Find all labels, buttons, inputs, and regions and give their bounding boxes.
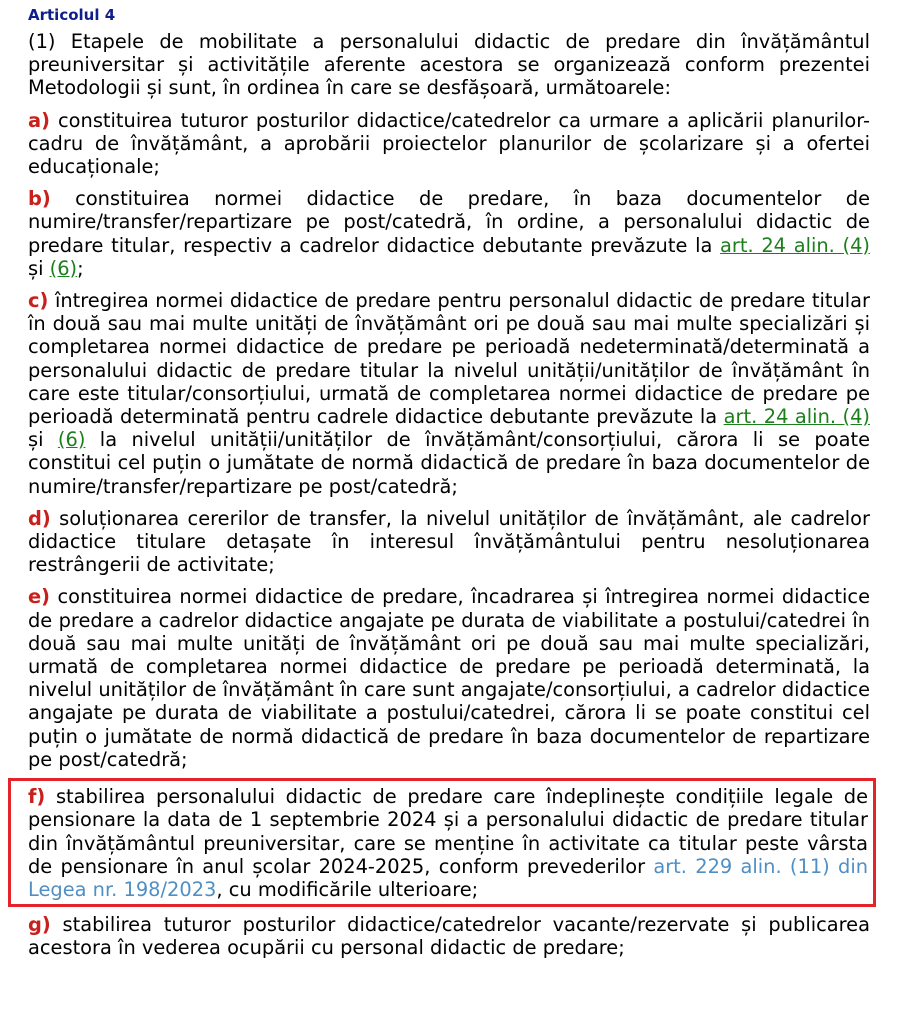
item-label: a) (28, 108, 50, 132)
item-text: și (28, 256, 50, 280)
article-title: Articolul 4 (28, 6, 116, 24)
document (28, 6, 870, 969)
item-text: ; (77, 256, 84, 280)
item-text: stabilirea tuturor posturilor didactice/catedrelor vacante/rezervate și publicarea acestora în vederea ocupării cu personal didactic de predare; (28, 913, 870, 960)
item-label: e) (28, 585, 51, 609)
list-item-d (28, 507, 870, 577)
list-item-e (28, 585, 870, 771)
item-label: b) (28, 187, 51, 211)
list-item-c (28, 289, 870, 498)
law-reference-link[interactable]: art. 24 alin. (4) (720, 233, 870, 257)
item-label: f) (28, 785, 46, 809)
item-text: constituirea tuturor posturilor didactice/catedrelor ca urmare a aplicării planurilor-cadru de învățământ, a aprobării proiectelor planurilor de școlarizare și a ofertei educaționale; (28, 108, 870, 179)
item-text: constituirea normei didactice de predare, încadrarea și întregirea normei didactice de predare a cadrelor didactice angajate pe durata de viabilitate a postului/catedrei în două sau mai multe unități de învățământ ori pe două sau mai multe specializări, urmată de completarea normei didactice de predare pe perioadă determinată, la nivelul unităților de învățământ în care sunt angajate/consorțiului, a cadrelor didactice angajate pe durata de viabilitate a postului/catedrei, cărora li se poate constitui cel puțin o jumătate de normă didactică de predare în baza documentelor de repartizare pe post/catedră; (28, 585, 870, 771)
item-text: și (28, 428, 58, 452)
intro-paragraph: (1) Etapele de mobilitate a personalului didactic de predare din învățământul preuniversitar și activitățile aferente acestora se organizează conform prezentei Metodologii și sunt, în ordinea în care se desfășoară, următoarele: (28, 30, 870, 100)
item-text: stabilirea personalului didactic de predare care îndeplinește condițiile legale de pensionare la data de 1 septembrie 2024 și a personalului didactic de predare titular din învățământul preuniversitar, care se menține în activitate ca titular peste vârsta de pensionare în anul școlar 2024-2025, conform prevederilor (28, 785, 868, 878)
list-item-a (28, 109, 870, 179)
item-text: întregirea normei didactice de predare pentru personalul didactic de predare titular în două sau mai multe unități de învățământ ori pe două sau mai multe specializări și completarea normei didactice de predare pe perioadă nedeterminată/determinată a personalului didactic de predare titular la nivelul unității/unităților de învățământ în care este titular/consorțiului, urmată de completarea normei didactice de predare pe perioadă determinată pentru cadrele didactice debutante prevăzute la (28, 289, 871, 429)
item-text: la nivelul unității/unităților de învățământ/consorțiului, cărora li se poate constitui cel puțin o jumătate de normă didactică de predare în baza documentelor de numire/transfer/repartizare pe post/catedră; (28, 428, 871, 498)
item-text: constituirea normei didactice de predare, în baza documentelor de numire/transfer/repartizare pe post/catedră, în ordine, a personalului didactic de predare titular, respectiv a cadrelor didactice debutante prevăzute la (28, 187, 870, 257)
law-reference-link[interactable]: (6) (49, 256, 78, 280)
law-reference-link[interactable]: art. 24 alin. (4) (723, 405, 870, 429)
law-reference-link[interactable]: (6) (57, 428, 86, 452)
item-text: soluționarea cererilor de transfer, la nivelul unităților de învățământ, ale cadrelor didactice titulare detașate în interesul învățământului pentru nesoluționarea restrângerii de activitate; (28, 506, 870, 577)
law-reference-link[interactable]: art. 229 alin. (11) din Legea nr. 198/2023 (28, 854, 868, 901)
item-label: g) (28, 913, 51, 937)
list-item-g (28, 913, 870, 959)
item-text: , cu modificările ulterioare; (216, 877, 479, 901)
highlight-box (8, 778, 876, 907)
list-item-b (28, 187, 870, 280)
item-label: c) (28, 289, 49, 313)
list-item-f (28, 785, 868, 901)
item-label: d) (28, 506, 51, 530)
